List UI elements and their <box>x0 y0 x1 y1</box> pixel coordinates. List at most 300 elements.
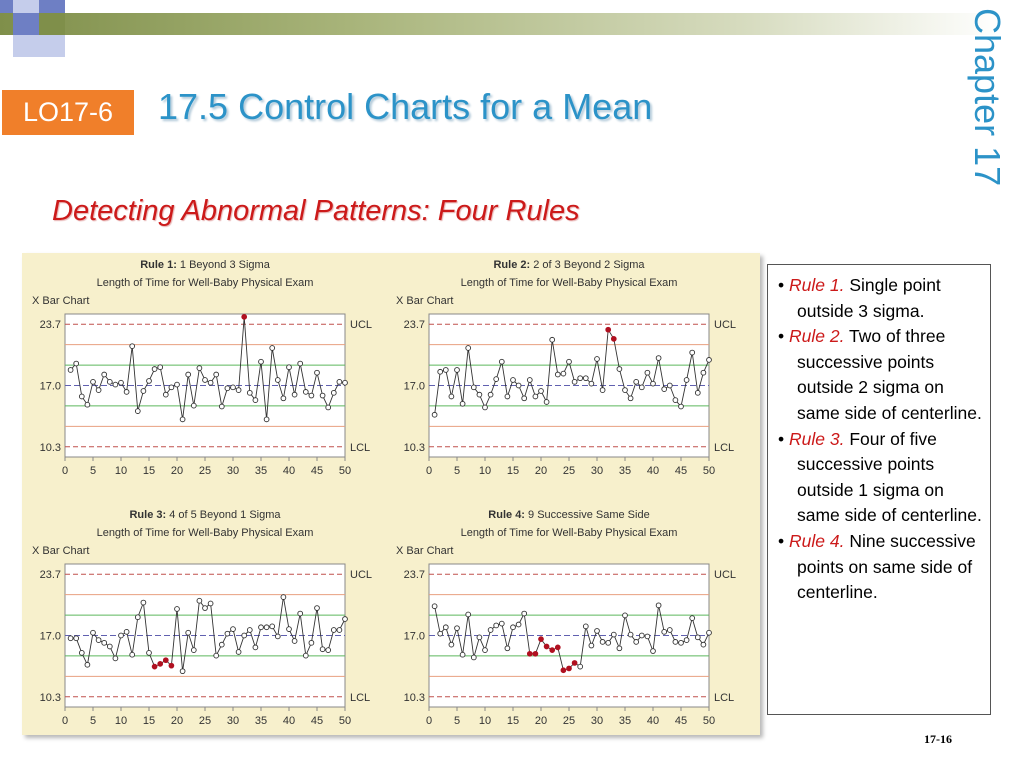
data-point <box>147 379 152 384</box>
data-point <box>679 640 684 645</box>
data-point <box>522 396 527 401</box>
data-point <box>102 372 107 377</box>
data-point <box>343 380 348 385</box>
data-point <box>259 625 264 630</box>
x-tick-label: 35 <box>254 715 268 727</box>
data-point <box>163 392 168 397</box>
data-point <box>236 650 241 655</box>
control-charts-figure <box>22 253 760 735</box>
chart-type-label: X Bar Chart <box>396 545 454 557</box>
rule-name: Rule 2. <box>789 326 845 347</box>
data-point <box>533 394 538 399</box>
data-point <box>326 648 331 653</box>
highlighted-data-point <box>550 648 555 653</box>
data-point <box>432 604 437 609</box>
chart-type-label: X Bar Chart <box>396 295 454 307</box>
data-point <box>315 370 320 375</box>
x-tick-label: 5 <box>453 465 461 477</box>
data-point <box>225 386 230 391</box>
data-point <box>544 400 549 405</box>
rules-list-box <box>767 264 991 715</box>
data-point <box>135 409 140 414</box>
data-point <box>460 401 465 406</box>
data-point <box>270 346 275 351</box>
data-point <box>477 635 482 640</box>
data-point <box>320 647 325 652</box>
data-point <box>169 385 174 390</box>
x-tick-label: 35 <box>618 465 632 477</box>
x-tick-label: 0 <box>425 715 433 727</box>
control-chart-2 <box>396 259 736 477</box>
data-point <box>107 644 112 649</box>
decorative-square <box>13 13 39 35</box>
x-tick-label: 15 <box>506 465 520 477</box>
data-point <box>219 404 224 409</box>
y-tick-label: 10.3 <box>39 441 61 454</box>
x-tick-label: 0 <box>61 465 69 477</box>
data-point <box>684 638 689 643</box>
x-tick-label: 10 <box>478 715 492 727</box>
x-tick-label: 25 <box>198 715 212 727</box>
slide-subtitle: Detecting Abnormal Patterns: Four Rules <box>52 195 580 227</box>
data-point <box>656 603 661 608</box>
data-point <box>449 394 454 399</box>
chart-title: Rule 4: 9 Successive Same Side <box>488 509 650 521</box>
x-tick-label: 30 <box>590 465 604 477</box>
x-tick-label: 0 <box>61 715 69 727</box>
data-point <box>600 388 605 393</box>
y-tick-label: 23.7 <box>403 569 425 582</box>
data-point <box>79 650 84 655</box>
chart-title: Rule 1: 1 Beyond 3 Sigma <box>140 259 270 271</box>
data-point <box>572 379 577 384</box>
x-tick-label: 25 <box>562 715 576 727</box>
data-point <box>270 624 275 629</box>
rule-text: Nine successive points on same side of centerline. <box>797 530 976 603</box>
data-point <box>707 630 712 635</box>
slide-title: 17.5 Control Charts for a Mean <box>158 86 653 127</box>
data-point <box>690 616 695 621</box>
data-point <box>634 640 639 645</box>
highlighted-data-point <box>561 668 566 673</box>
data-point <box>600 640 605 645</box>
x-tick-label: 50 <box>338 465 352 477</box>
data-point <box>645 634 650 639</box>
learning-objective-badge: LO17-6 <box>2 90 134 135</box>
y-tick-label: 17.0 <box>403 630 425 643</box>
data-point <box>102 640 107 645</box>
highlighted-data-point <box>169 663 174 668</box>
chart-title: Rule 3: 4 of 5 Beyond 1 Sigma <box>129 509 281 521</box>
data-point <box>471 385 476 390</box>
data-point <box>113 382 118 387</box>
data-point <box>550 337 555 342</box>
rule-name: Rule 4. <box>789 530 845 551</box>
data-point <box>460 652 465 657</box>
x-tick-label: 35 <box>618 715 632 727</box>
y-tick-label: 10.3 <box>403 441 425 454</box>
data-point <box>208 380 213 385</box>
data-point <box>583 376 588 381</box>
rule-text: Four of five successive points outside 1 sigma on same side of centerline. <box>797 428 982 526</box>
x-tick-label: 50 <box>702 715 716 727</box>
x-tick-label: 0 <box>425 465 433 477</box>
x-tick-label: 20 <box>534 465 548 477</box>
data-point <box>701 370 706 375</box>
data-point <box>186 630 191 635</box>
highlighted-data-point <box>544 644 549 649</box>
x-tick-label: 30 <box>226 715 240 727</box>
chart-type-label: X Bar Chart <box>32 545 90 557</box>
data-point <box>141 389 146 394</box>
x-tick-label: 10 <box>114 465 128 477</box>
data-point <box>701 642 706 647</box>
data-point <box>68 368 73 373</box>
data-point <box>141 600 146 605</box>
decorative-square <box>0 0 13 13</box>
data-point <box>539 389 544 394</box>
data-point <box>611 632 616 637</box>
data-point <box>679 404 684 409</box>
x-tick-label: 15 <box>506 715 520 727</box>
data-point <box>264 625 269 630</box>
data-point <box>147 650 152 655</box>
lcl-label: LCL <box>350 441 371 454</box>
y-tick-label: 23.7 <box>403 319 425 332</box>
data-point <box>466 346 471 351</box>
data-point <box>623 388 628 393</box>
data-point <box>617 367 622 372</box>
control-charts-panel <box>22 253 760 735</box>
data-point <box>175 607 180 612</box>
y-tick-label: 17.0 <box>403 380 425 393</box>
data-point <box>499 359 504 364</box>
rule-item: • Rule 3. Four of five successive points outside 1 sigma on same side of centerline. <box>778 428 982 526</box>
data-point <box>511 378 516 383</box>
data-point <box>331 628 336 633</box>
x-tick-label: 35 <box>254 465 268 477</box>
data-point <box>197 598 202 603</box>
data-point <box>91 379 96 384</box>
x-tick-label: 5 <box>89 465 97 477</box>
highlighted-data-point <box>533 651 538 656</box>
x-tick-label: 50 <box>338 715 352 727</box>
data-point <box>85 662 90 667</box>
data-point <box>449 642 454 647</box>
x-tick-label: 30 <box>590 715 604 727</box>
highlighted-data-point <box>152 664 157 669</box>
data-point <box>119 380 124 385</box>
data-point <box>275 634 280 639</box>
x-tick-label: 20 <box>170 715 184 727</box>
page-number: 17-16 <box>924 732 952 746</box>
x-tick-label: 20 <box>170 465 184 477</box>
data-point <box>253 645 258 650</box>
highlighted-data-point <box>158 661 163 666</box>
data-point <box>527 378 532 383</box>
x-tick-label: 45 <box>674 465 688 477</box>
x-tick-label: 40 <box>646 465 660 477</box>
decorative-square <box>39 35 65 57</box>
data-point <box>628 396 633 401</box>
data-point <box>651 381 656 386</box>
y-tick-label: 10.3 <box>39 691 61 704</box>
data-point <box>628 632 633 637</box>
highlighted-data-point <box>539 637 544 642</box>
decorative-square <box>39 13 65 35</box>
data-point <box>124 629 129 634</box>
data-point <box>488 392 493 397</box>
data-point <box>667 628 672 633</box>
x-tick-label: 50 <box>702 465 716 477</box>
data-point <box>124 390 129 395</box>
x-tick-label: 25 <box>198 465 212 477</box>
data-point <box>135 615 140 620</box>
data-point <box>74 361 79 366</box>
data-point <box>219 642 224 647</box>
data-point <box>494 377 499 382</box>
y-tick-label: 23.7 <box>39 319 61 332</box>
decorative-square <box>13 0 39 13</box>
data-point <box>203 378 208 383</box>
data-point <box>247 628 252 633</box>
data-point <box>707 357 712 362</box>
data-point <box>130 652 135 657</box>
data-point <box>85 402 90 407</box>
data-point <box>483 405 488 410</box>
data-point <box>443 368 448 373</box>
x-tick-label: 15 <box>142 465 156 477</box>
data-point <box>292 639 297 644</box>
data-point <box>113 656 118 661</box>
data-point <box>561 371 566 376</box>
x-tick-label: 45 <box>310 715 324 727</box>
data-point <box>253 398 258 403</box>
header-gradient-bar <box>0 13 1000 35</box>
highlighted-data-point <box>555 645 560 650</box>
data-point <box>455 368 460 373</box>
data-point <box>639 385 644 390</box>
data-point <box>130 344 135 349</box>
data-point <box>186 372 191 377</box>
y-tick-label: 17.0 <box>39 380 61 393</box>
data-point <box>494 623 499 628</box>
highlighted-data-point <box>527 651 532 656</box>
data-point <box>578 376 583 381</box>
data-point <box>79 394 84 399</box>
highlighted-data-point <box>163 658 168 663</box>
data-point <box>662 387 667 392</box>
data-point <box>191 403 196 408</box>
data-point <box>309 640 314 645</box>
rule-name: Rule 3. <box>789 428 845 449</box>
x-tick-label: 40 <box>282 465 296 477</box>
rule-item: • Rule 1. Single point outside 3 sigma. <box>778 275 941 321</box>
data-point <box>343 617 348 622</box>
data-point <box>208 601 213 606</box>
rule-item: • Rule 2. Two of three successive points outside 2 sigma on same side of centerline. <box>778 326 982 423</box>
data-point <box>595 357 600 362</box>
data-point <box>337 628 342 633</box>
ucl-label: UCL <box>350 569 373 582</box>
data-point <box>225 631 230 636</box>
data-point <box>281 396 286 401</box>
control-chart-3 <box>32 509 372 727</box>
data-point <box>292 392 297 397</box>
data-point <box>326 405 331 410</box>
data-point <box>152 367 157 372</box>
rule-item: • Rule 4. Nine successive points on same side of centerline. <box>778 530 976 603</box>
chart-subtitle: Length of Time for Well-Baby Physical Exam <box>460 527 678 539</box>
lcl-label: LCL <box>714 441 735 454</box>
rule-text: Single point outside 3 sigma. <box>797 275 941 321</box>
y-tick-label: 17.0 <box>39 630 61 643</box>
data-point <box>214 372 219 377</box>
data-point <box>281 595 286 600</box>
data-point <box>107 379 112 384</box>
data-point <box>488 628 493 633</box>
rule-name: Rule 1. <box>789 275 845 295</box>
highlighted-data-point <box>611 336 616 341</box>
data-point <box>68 636 73 641</box>
data-point <box>158 365 163 370</box>
control-chart-1 <box>32 259 372 477</box>
ucl-label: UCL <box>714 569 737 582</box>
rule-text: Two of three successive points outside 2 sigma on same side of centerline. <box>797 326 982 423</box>
data-point <box>623 613 628 618</box>
data-point <box>667 383 672 388</box>
data-point <box>231 627 236 632</box>
data-point <box>690 350 695 355</box>
x-tick-label: 45 <box>310 465 324 477</box>
lcl-label: LCL <box>350 691 371 704</box>
data-point <box>483 648 488 653</box>
data-point <box>673 640 678 645</box>
highlighted-data-point <box>606 327 611 332</box>
highlighted-data-point <box>572 661 577 666</box>
data-point <box>656 356 661 361</box>
data-point <box>684 378 689 383</box>
data-point <box>231 385 236 390</box>
data-point <box>505 394 510 399</box>
data-point <box>214 653 219 658</box>
data-point <box>438 369 443 374</box>
highlighted-data-point <box>567 666 572 671</box>
data-point <box>298 611 303 616</box>
data-point <box>516 383 521 388</box>
x-tick-label: 15 <box>142 715 156 727</box>
data-point <box>303 653 308 658</box>
data-point <box>303 390 308 395</box>
data-point <box>96 638 101 643</box>
data-point <box>673 398 678 403</box>
data-point <box>91 630 96 635</box>
data-point <box>96 388 101 393</box>
chart-subtitle: Length of Time for Well-Baby Physical Exam <box>96 527 314 539</box>
data-point <box>522 611 527 616</box>
x-tick-label: 40 <box>282 715 296 727</box>
data-point <box>505 646 510 651</box>
control-chart-4 <box>396 509 736 727</box>
chart-subtitle: Length of Time for Well-Baby Physical Exam <box>96 277 314 289</box>
data-point <box>695 635 700 640</box>
data-point <box>438 631 443 636</box>
x-tick-label: 25 <box>562 465 576 477</box>
data-point <box>466 612 471 617</box>
data-point <box>242 633 247 638</box>
data-point <box>432 412 437 417</box>
data-point <box>74 636 79 641</box>
data-point <box>477 392 482 397</box>
data-point <box>651 649 656 654</box>
y-tick-label: 23.7 <box>39 569 61 582</box>
data-point <box>617 646 622 651</box>
data-point <box>320 393 325 398</box>
data-point <box>589 643 594 648</box>
lcl-label: LCL <box>714 691 735 704</box>
data-point <box>695 390 700 395</box>
x-tick-label: 30 <box>226 465 240 477</box>
data-point <box>337 379 342 384</box>
data-point <box>516 622 521 627</box>
decorative-square <box>13 35 39 57</box>
x-tick-label: 20 <box>534 715 548 727</box>
data-point <box>119 633 124 638</box>
chapter-label: Chapter 17 <box>967 8 1008 187</box>
data-point <box>639 633 644 638</box>
data-point <box>191 648 196 653</box>
data-point <box>555 372 560 377</box>
chart-title: Rule 2: 2 of 3 Beyond 2 Sigma <box>493 259 645 271</box>
data-point <box>180 669 185 674</box>
data-point <box>287 365 292 370</box>
data-point <box>236 388 241 393</box>
data-point <box>331 390 336 395</box>
x-tick-label: 10 <box>478 465 492 477</box>
data-point <box>455 626 460 631</box>
data-point <box>578 664 583 669</box>
data-point <box>645 370 650 375</box>
data-point <box>583 624 588 629</box>
chart-subtitle: Length of Time for Well-Baby Physical Exam <box>460 277 678 289</box>
data-point <box>259 359 264 364</box>
x-tick-label: 45 <box>674 715 688 727</box>
y-tick-label: 10.3 <box>403 691 425 704</box>
data-point <box>589 381 594 386</box>
highlighted-data-point <box>242 314 247 319</box>
data-point <box>595 629 600 634</box>
ucl-label: UCL <box>714 319 737 332</box>
data-point <box>175 382 180 387</box>
data-point <box>443 625 448 630</box>
data-point <box>662 629 667 634</box>
x-tick-label: 5 <box>453 715 461 727</box>
data-point <box>197 366 202 371</box>
data-point <box>180 417 185 422</box>
data-point <box>634 379 639 384</box>
data-point <box>247 390 252 395</box>
data-point <box>203 606 208 611</box>
data-point <box>606 640 611 645</box>
data-point <box>511 625 516 630</box>
data-point <box>287 627 292 632</box>
x-tick-label: 10 <box>114 715 128 727</box>
data-point <box>471 655 476 660</box>
data-point <box>315 606 320 611</box>
chart-type-label: X Bar Chart <box>32 295 90 307</box>
data-point <box>298 361 303 366</box>
data-point <box>499 621 504 626</box>
